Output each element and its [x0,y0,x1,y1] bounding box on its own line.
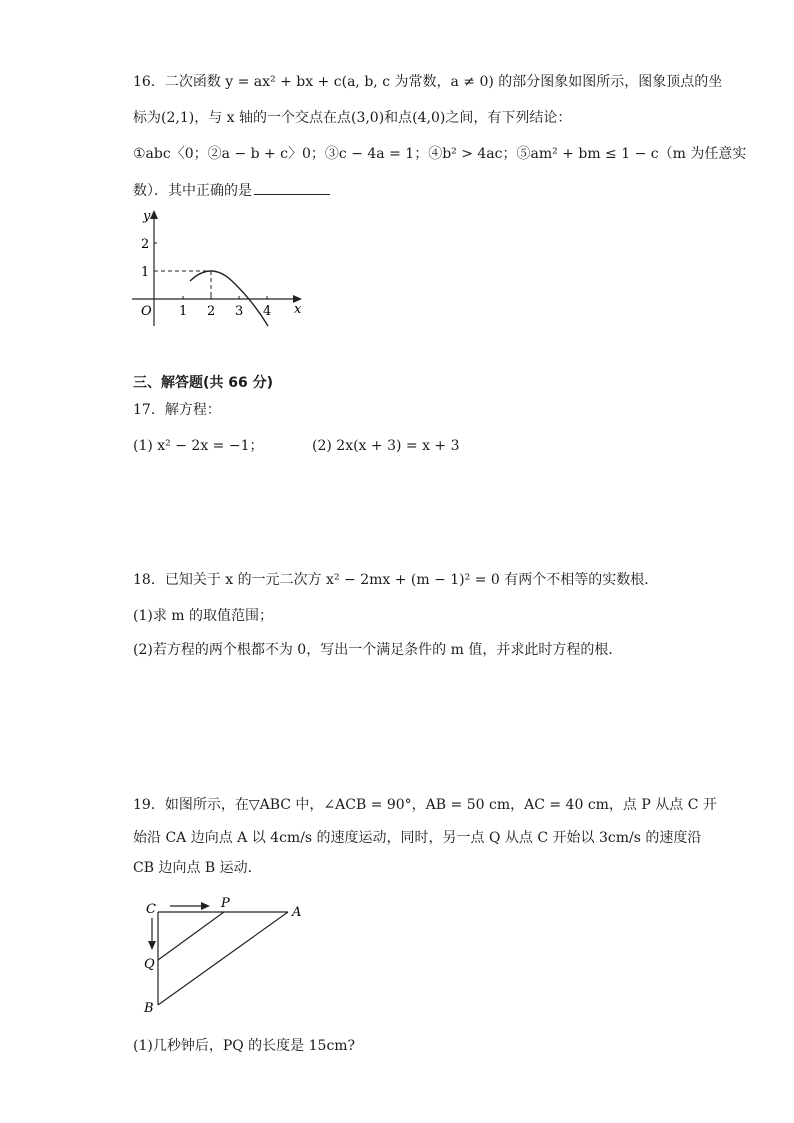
q18-part1: (1)求 m 的取值范围； [133,608,274,624]
x-tick-label-3: 3 [235,304,244,319]
y-tick-label-2: 2 [141,237,150,252]
q16-line4-text: 数）．其中正确的是 [133,183,252,199]
q19-part1: (1)几秒钟后，PQ 的长度是 15cm? [133,1038,356,1054]
label-A: A [292,905,302,920]
x-tick-label-2: 2 [207,304,216,319]
q16-line3: ①abc〈0；②a − b + c〉0；③c − 4a = 1；④b² > 4ac；⑤am² + bm ≤ 1 − c（m 为任意实 [133,146,747,162]
x-tick-label-1: 1 [179,304,188,319]
q17-part1: (1) x² − 2x = −1； [133,438,264,454]
x-axis-label: x [294,302,302,317]
q18-part2: (2)若方程的两个根都不为 0，写出一个满足条件的 m 值，并求此时方程的根． [133,642,623,658]
y-axis-arrow [150,210,158,219]
y-axis-label: y [143,209,151,224]
label-P: P [221,896,230,911]
arrow-P-head [201,902,210,910]
q19-triangle-figure [140,892,320,1017]
q19-line3: CB 边向点 B 运动． [133,860,262,876]
origin-label: O [141,304,152,319]
section-title: 三、解答题(共 66 分) [133,375,274,391]
q16-line2: 标为(2,1)，与 x 轴的一个交点在点(3,0)和点(4,0)之间，有下列结论： [133,110,572,126]
side-AB [158,912,288,1005]
q16-line1: 16．二次函数 y = ax² + bx + c(a, b, c 为常数，a ≠ 0) 的部分图象如图所示，图象顶点的坐 [133,74,723,90]
q19-line2: 始沿 CA 边向点 A 以 4cm/s 的速度运动，同时，另一点 Q 从点 C 开始以 3cm/s 的速度沿 [133,830,702,846]
y-tick-label-1: 1 [141,265,150,280]
q18-line1: 18．已知关于 x 的一元二次方 x² − 2mx + (m − 1)² = 0 有两个不相等的实数根． [133,572,659,588]
q19-line1: 19．如图所示，在▽ABC 中，∠ACB = 90°，AB = 50 cm，AC = 40 cm，点 P 从点 C 开 [133,797,717,813]
label-C: C [146,902,156,917]
label-B: B [144,1001,154,1016]
x-tick-label-4: 4 [263,304,272,319]
q17-title: 17．解方程： [133,402,221,418]
label-Q: Q [144,957,155,972]
arrow-Q-head [148,941,156,950]
segment-PQ [158,912,224,960]
q17-part2: (2) 2x(x + 3) = x + 3 [312,438,460,454]
q16-line4 [133,180,330,201]
q16-parabola-graph [128,204,318,334]
answer-blank [254,180,330,195]
